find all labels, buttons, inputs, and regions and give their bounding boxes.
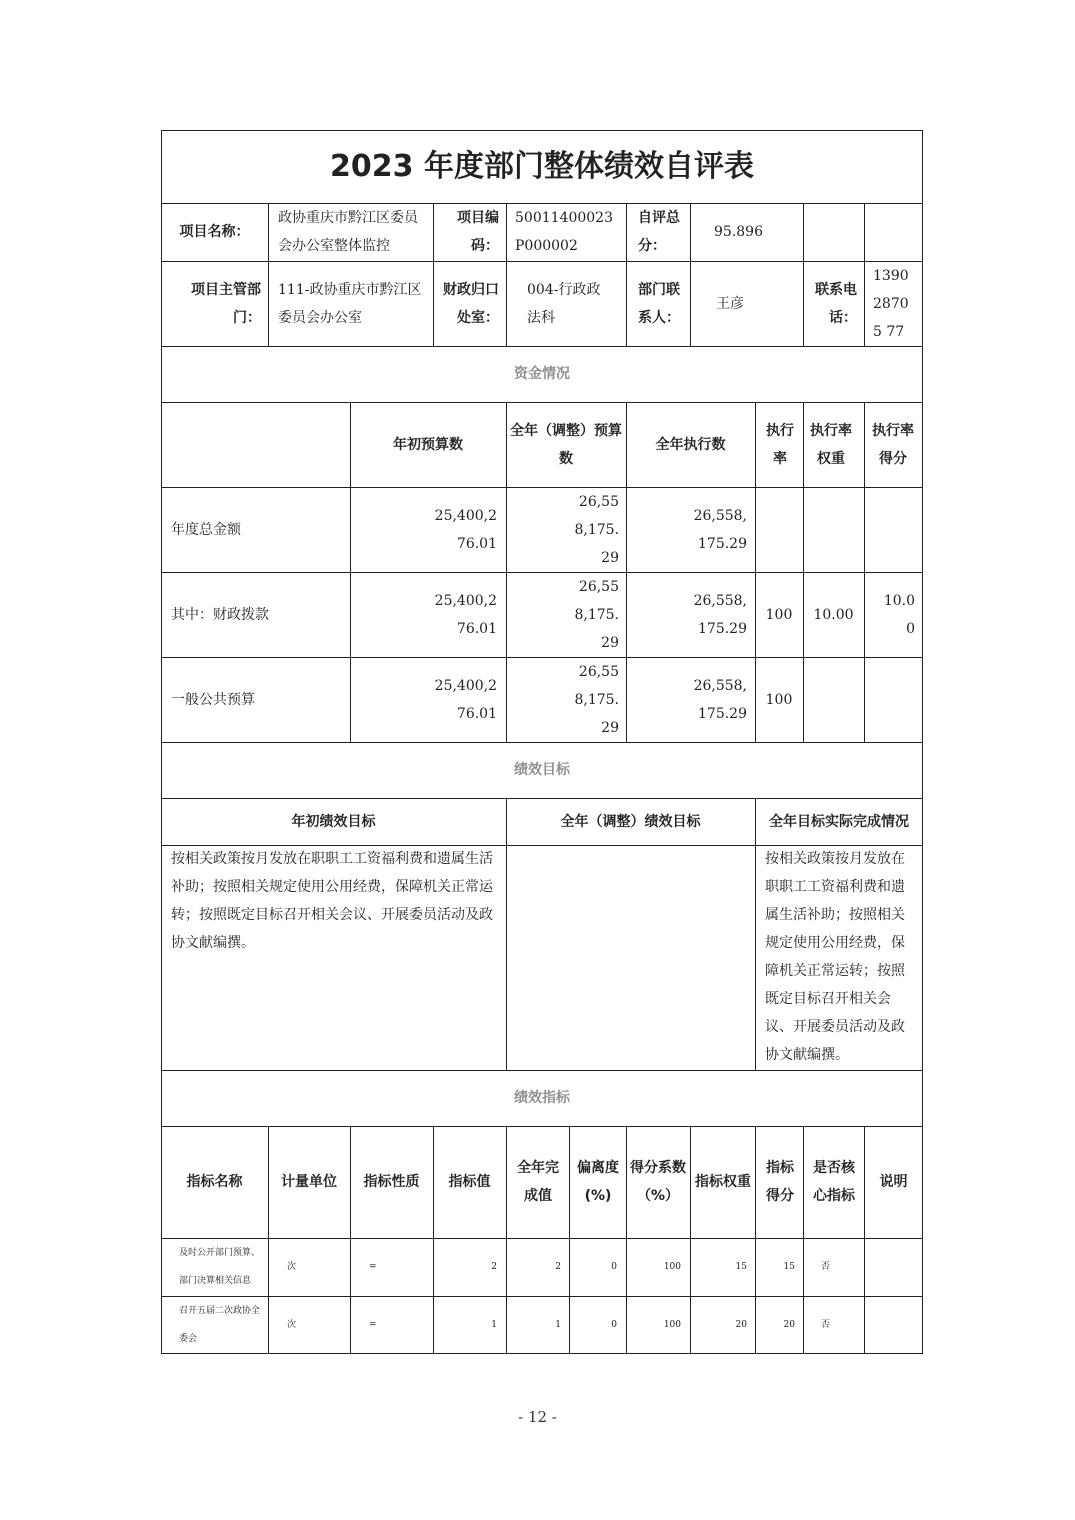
ind-row-unit: 次 <box>287 1262 297 1272</box>
page-number: - 12 - <box>518 1408 557 1426</box>
finance-label: 财政归口处室： <box>443 281 499 326</box>
indicators-section-title: 绩效指标 <box>514 1090 570 1106</box>
ind-row-name: 召开五届二次政协全委会 <box>179 1306 261 1344</box>
funds-row-executed: 26,558,175.29 <box>693 592 747 637</box>
ind-row-value: 1 <box>491 1320 497 1330</box>
ind-header-deviation: 偏离度(%) <box>577 1160 619 1204</box>
ind-row-nature: = <box>369 1262 377 1272</box>
ind-header-name: 指标名称 <box>186 1174 243 1190</box>
funds-row-initial: 25,400,276.01 <box>434 507 497 552</box>
ind-header-unit: 计量单位 <box>281 1174 337 1190</box>
ind-row-core: 否 <box>821 1262 831 1272</box>
score-value: 95.896 <box>714 224 763 240</box>
page-title: 2023 年度部门整体绩效自评表 <box>330 148 754 184</box>
dept-value: 111-政协重庆市黔江区委员会办公室 <box>278 281 422 326</box>
funds-row-adjusted: 26,558,175.29 <box>574 493 619 566</box>
funds-row-score: 10.00 <box>883 592 915 637</box>
funds-header-initial: 年初预算数 <box>393 436 463 453</box>
goals-header-initial: 年初绩效目标 <box>291 813 376 830</box>
contact-value: 王彦 <box>716 295 744 312</box>
funds-row-rate: 100 <box>765 606 793 623</box>
project-name-value: 政协重庆市黔江区委员会办公室整体监控 <box>278 210 418 254</box>
funds-row-label: 其中：财政拨款 <box>171 606 269 623</box>
ind-row-weight: 15 <box>735 1262 747 1272</box>
finance-value: 004-行政政法科 <box>527 281 601 326</box>
funds-row-adjusted: 26,558,175.29 <box>574 578 619 651</box>
ind-header-done: 全年完成值 <box>517 1160 559 1204</box>
ind-header-note: 说明 <box>879 1174 908 1190</box>
goals-section-title: 绩效目标 <box>514 762 570 778</box>
funds-row-initial: 25,400,276.01 <box>434 677 497 722</box>
evaluation-table <box>161 130 923 1354</box>
funds-row-adjusted: 26,558,175.29 <box>574 663 619 736</box>
ind-row-core: 否 <box>821 1320 831 1330</box>
funds-header-score: 执行率得分 <box>872 422 914 467</box>
goals-initial-text: 按相关政策按月发放在职职工工资福利费和遗属生活补助；按照相关规定使用公用经费，保障机关正常运转；按照既定目标召开相关会议、开展委员活动及政协文献编撰。 <box>171 851 493 951</box>
ind-header-coef: 得分系数（%） <box>630 1160 686 1204</box>
project-code-value: 50011400023P000002 <box>515 210 613 254</box>
phone-value: 139028705 77 <box>873 267 909 340</box>
ind-header-score: 指标得分 <box>766 1160 794 1204</box>
score-label: 自评总分： <box>638 210 680 254</box>
ind-row-nature: = <box>369 1320 377 1330</box>
funds-row-rate: 100 <box>765 691 793 708</box>
ind-header-weight: 指标权重 <box>695 1174 751 1190</box>
ind-row-coef: 100 <box>663 1320 681 1330</box>
ind-row-score: 20 <box>783 1320 795 1330</box>
funds-row-weight: 10.00 <box>813 606 854 623</box>
funds-row-label: 年度总金额 <box>171 521 241 538</box>
funds-row-executed: 26,558,175.29 <box>693 507 747 552</box>
ind-row-coef: 100 <box>663 1262 681 1272</box>
ind-row-weight: 20 <box>735 1320 747 1330</box>
ind-header-value: 指标值 <box>448 1174 491 1190</box>
ind-row-name: 及时公开部门预算、部门决算相关信息 <box>179 1248 261 1286</box>
ind-header-core: 是否核心指标 <box>813 1160 855 1204</box>
ind-row-value: 2 <box>491 1262 497 1272</box>
funds-row-label: 一般公共预算 <box>171 691 255 708</box>
ind-row-done: 1 <box>555 1320 561 1330</box>
ind-header-nature: 指标性质 <box>363 1174 420 1190</box>
goals-header-actual: 全年目标实际完成情况 <box>769 813 909 830</box>
goals-header-adjusted: 全年（调整）绩效目标 <box>560 813 701 830</box>
funds-header-adjusted: 全年（调整）预算数 <box>510 422 622 467</box>
project-code-label: 项目编码： <box>457 210 499 254</box>
funds-row-initial: 25,400,276.01 <box>434 592 497 637</box>
funds-header-rate: 执行率 <box>766 422 794 467</box>
contact-label: 部门联系人： <box>638 281 680 326</box>
funds-header-weight: 执行率权重 <box>810 422 852 467</box>
phone-label: 联系电话： <box>815 281 857 326</box>
ind-row-done: 2 <box>555 1262 561 1272</box>
ind-row-deviation: 0 <box>611 1262 617 1272</box>
ind-row-note <box>871 1296 919 1354</box>
ind-row-deviation: 0 <box>611 1320 617 1330</box>
ind-row-unit: 次 <box>287 1320 297 1330</box>
goals-adjusted-text <box>516 845 746 1070</box>
dept-label: 项目主管部门： <box>191 281 261 326</box>
ind-row-note <box>871 1238 919 1296</box>
ind-row-score: 15 <box>783 1262 795 1272</box>
goals-actual-text: 按相关政策按月发放在职职工工资福利费和遗属生活补助；按照相关规定使用公用经费，保障机关正常运转；按照既定目标召开相关会议、开展委员活动及政协文献编撰。 <box>765 851 905 1063</box>
funds-header-executed: 全年执行数 <box>655 436 726 453</box>
funds-row-executed: 26,558,175.29 <box>693 677 747 722</box>
project-name-label: 项目名称： <box>179 224 250 240</box>
funds-section-title: 资金情况 <box>514 366 570 382</box>
